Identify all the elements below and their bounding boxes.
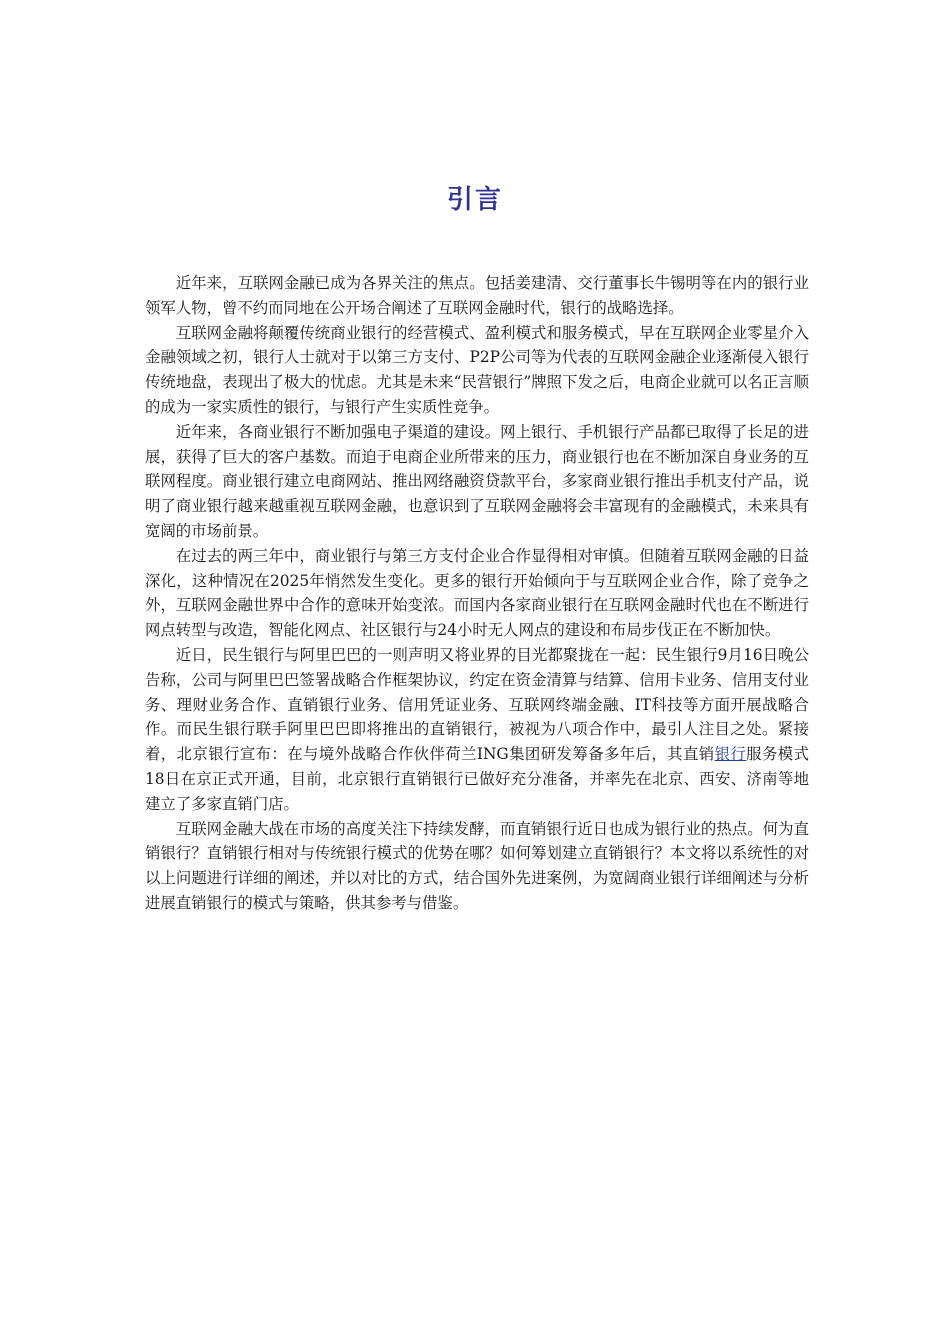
page-title: 引言: [446, 185, 503, 215]
paragraph-text: 近年来，互联网金融已成为各界关注的焦点。包括姜建清、交行董事长牛锡明等在内的银行业领军人物，曾不约而同地在公开场合阐述了互联网金融时代，银行的战略选择。: [145, 274, 809, 317]
paragraph-2: [145, 321, 809, 420]
paragraph-text: 互联网金融将颠覆传统商业银行的经营模式、盈利模式和服务模式，早在互联网企业零星介入金融领域之初，银行人士就对于以第三方支付、P2P公司等为代表的互联网金融企业逐渐侵入银行传统地盘，表现出了极大的忧虑。尤其是未来“民营银行”牌照下发之后，电商企业就可以名正言顺的成为一家实质性的银行，与银行产生实质性竞争。: [145, 323, 809, 416]
bank-link[interactable]: 银行: [714, 745, 747, 764]
paragraph-text: 服务模式18日在京正式开通，目前，北京银行直销银行已做好充分准备，并率先在北京、西安、济南等地建立了多家直销门店。: [145, 745, 809, 813]
paragraph-6: [145, 817, 809, 916]
paragraph-text: 互联网金融大战在市场的高度关注下持续发酵，而直销银行近日也成为银行业的热点。何为直销银行？直销银行相对与传统银行模式的优势在哪？如何筹划建立直销银行？本文将以系统性的对以上问题进行详细的阐述，并以对比的方式，结合国外先进案例，为宽阔商业银行详细阐述与分析进展直销银行的模式与策略，供其参考与借鉴。: [145, 819, 809, 912]
paragraph-1: [145, 271, 809, 321]
paragraph-text: 近日，民生银行与阿里巴巴的一则声明又将业界的目光都聚拢在一起：民生银行9月16日晚公告称，公司与阿里巴巴签署战略合作框架协议，约定在资金清算与结算、信用卡业务、信用支付业务、理财业务合作、直销银行业务、信用凭证业务、互联网终端金融、IT科技等方面开展战略合作。而民生银行联手阿里巴巴即将推出的直销银行，被视为八项合作中，最引人注目之处。紧接着，北京银行宣布：在与境外战略合作伙伴荷兰ING集团研发筹备多年后，其直销: [145, 645, 809, 764]
paragraph-text: 近年来，各商业银行不断加强电子渠道的建设。网上银行、手机银行产品都已取得了长足的进展，获得了巨大的客户基数。而迫于电商企业所带来的压力，商业银行也在不断加深自身业务的互联网程度。商业银行建立电商网站、推出网络融资贷款平台，多家商业银行推出手机支付产品，说明了商业银行越来越重视互联网金融，也意识到了互联网金融将会丰富现有的金融模式，未来具有宽阔的市场前景。: [145, 422, 809, 540]
paragraph-4: [145, 544, 809, 643]
document-body: [145, 271, 809, 916]
paragraph-5: [145, 643, 809, 817]
paragraph-3: [145, 420, 809, 544]
paragraph-text: 在过去的两三年中，商业银行与第三方支付企业合作显得相对审慎。但随着互联网金融的日益深化，这种情况在2025年悄然发生变化。更多的银行开始倾向于与互联网企业合作，除了竞争之外，互联网金融世界中合作的意味开始变浓。而国内各家商业银行在互联网金融时代也在不断进行网点转型与改造，智能化网点、社区银行与24小时无人网点的建设和布局步伐正在不断加快。: [145, 546, 809, 640]
